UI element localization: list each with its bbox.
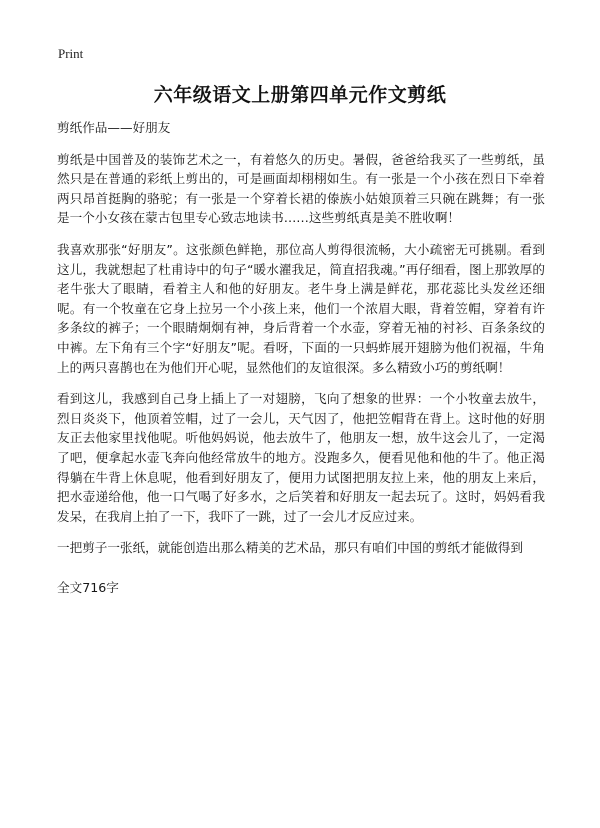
paragraph-1: 剪纸是中国普及的装饰艺术之一，有着悠久的历史。暑假，爸爸给我买了一些剪纸，虽然只是在普通的彩纸上剪出的，可是画面却栩栩如生。有一张是一个小孩在烈日下牵着两只昂首挺胸的骆驼；有一张是一个穿着长裙的傣族小姑娘顶着三只碗在跳舞；有一张是一个小女孩在蒙古包里专心致志地读书……这些剪纸真是美不胜收啊！: [57, 151, 545, 226]
article-body: [57, 118, 545, 609]
paragraph-3: 看到这儿，我感到自己身上插上了一对翅膀，飞向了想象的世界：一个小牧童去放牛，烈日炎炎下，他顶着笠帽，过了一会儿，天气因了，他把笠帽背在背上。这时他的好朋友正去他家里找他呢。听他妈妈说，他去放牛了，他朋友一想，放牛这会儿了，一定渴了吧，便拿起水壶飞奔向他经常放牛的地方。没跑多久，便看见他和他的牛了。他正渴得躺在牛背上休息呢，他看到好朋友了，便用力试图把朋友拉上来，他的朋友上来后，把水壶递给他，他一口气喝了好多水，之后笑着和好朋友一起去玩了。这时，妈妈看我发呆，在我肩上拍了一下，我吓了一跳，过了一会儿才反应过来。: [57, 391, 545, 524]
paragraph-4: 一把剪子一张纸，就能创造出那么精美的艺术品，那只有咱们中国的剪纸才能做得到: [57, 540, 523, 556]
word-count: 全文716字: [57, 579, 119, 595]
print-label: Print: [58, 46, 84, 61]
paragraph-2: 我喜欢那张“好朋友”。这张颜色鲜艳，那位高人剪得很流畅，大小疏密无可挑剔。看到这儿，我就想起了杜甫诗中的句子“暖水濯我足，简直招我魂。”再仔细看，图上那敦厚的老牛张大了眼睛，看着主人和他的好朋友。老牛身上满是鲜花，那花蕊比头发丝还细呢。有一个牧童在它身上拉另一个小孩上来，他们一个浓眉大眼，背着笠帽，穿着有许多条纹的裤子；一个眼睛炯炯有神，身后背着一个水壶，穿着无袖的衬衫、百条条纹的中裤。左下角有三个字“好朋友”呢。看呀，下面的一只蚂蚱展开翅膀为他们祝福，牛角上的两只喜鹊也在为他们开心呢，显然他们的友谊很深。多么精致小巧的剪纸啊！: [57, 241, 545, 375]
page-title: 六年级语文上册第四单元作文剪纸: [153, 84, 447, 106]
article-subtitle: 剪纸作品——好朋友: [57, 120, 171, 135]
